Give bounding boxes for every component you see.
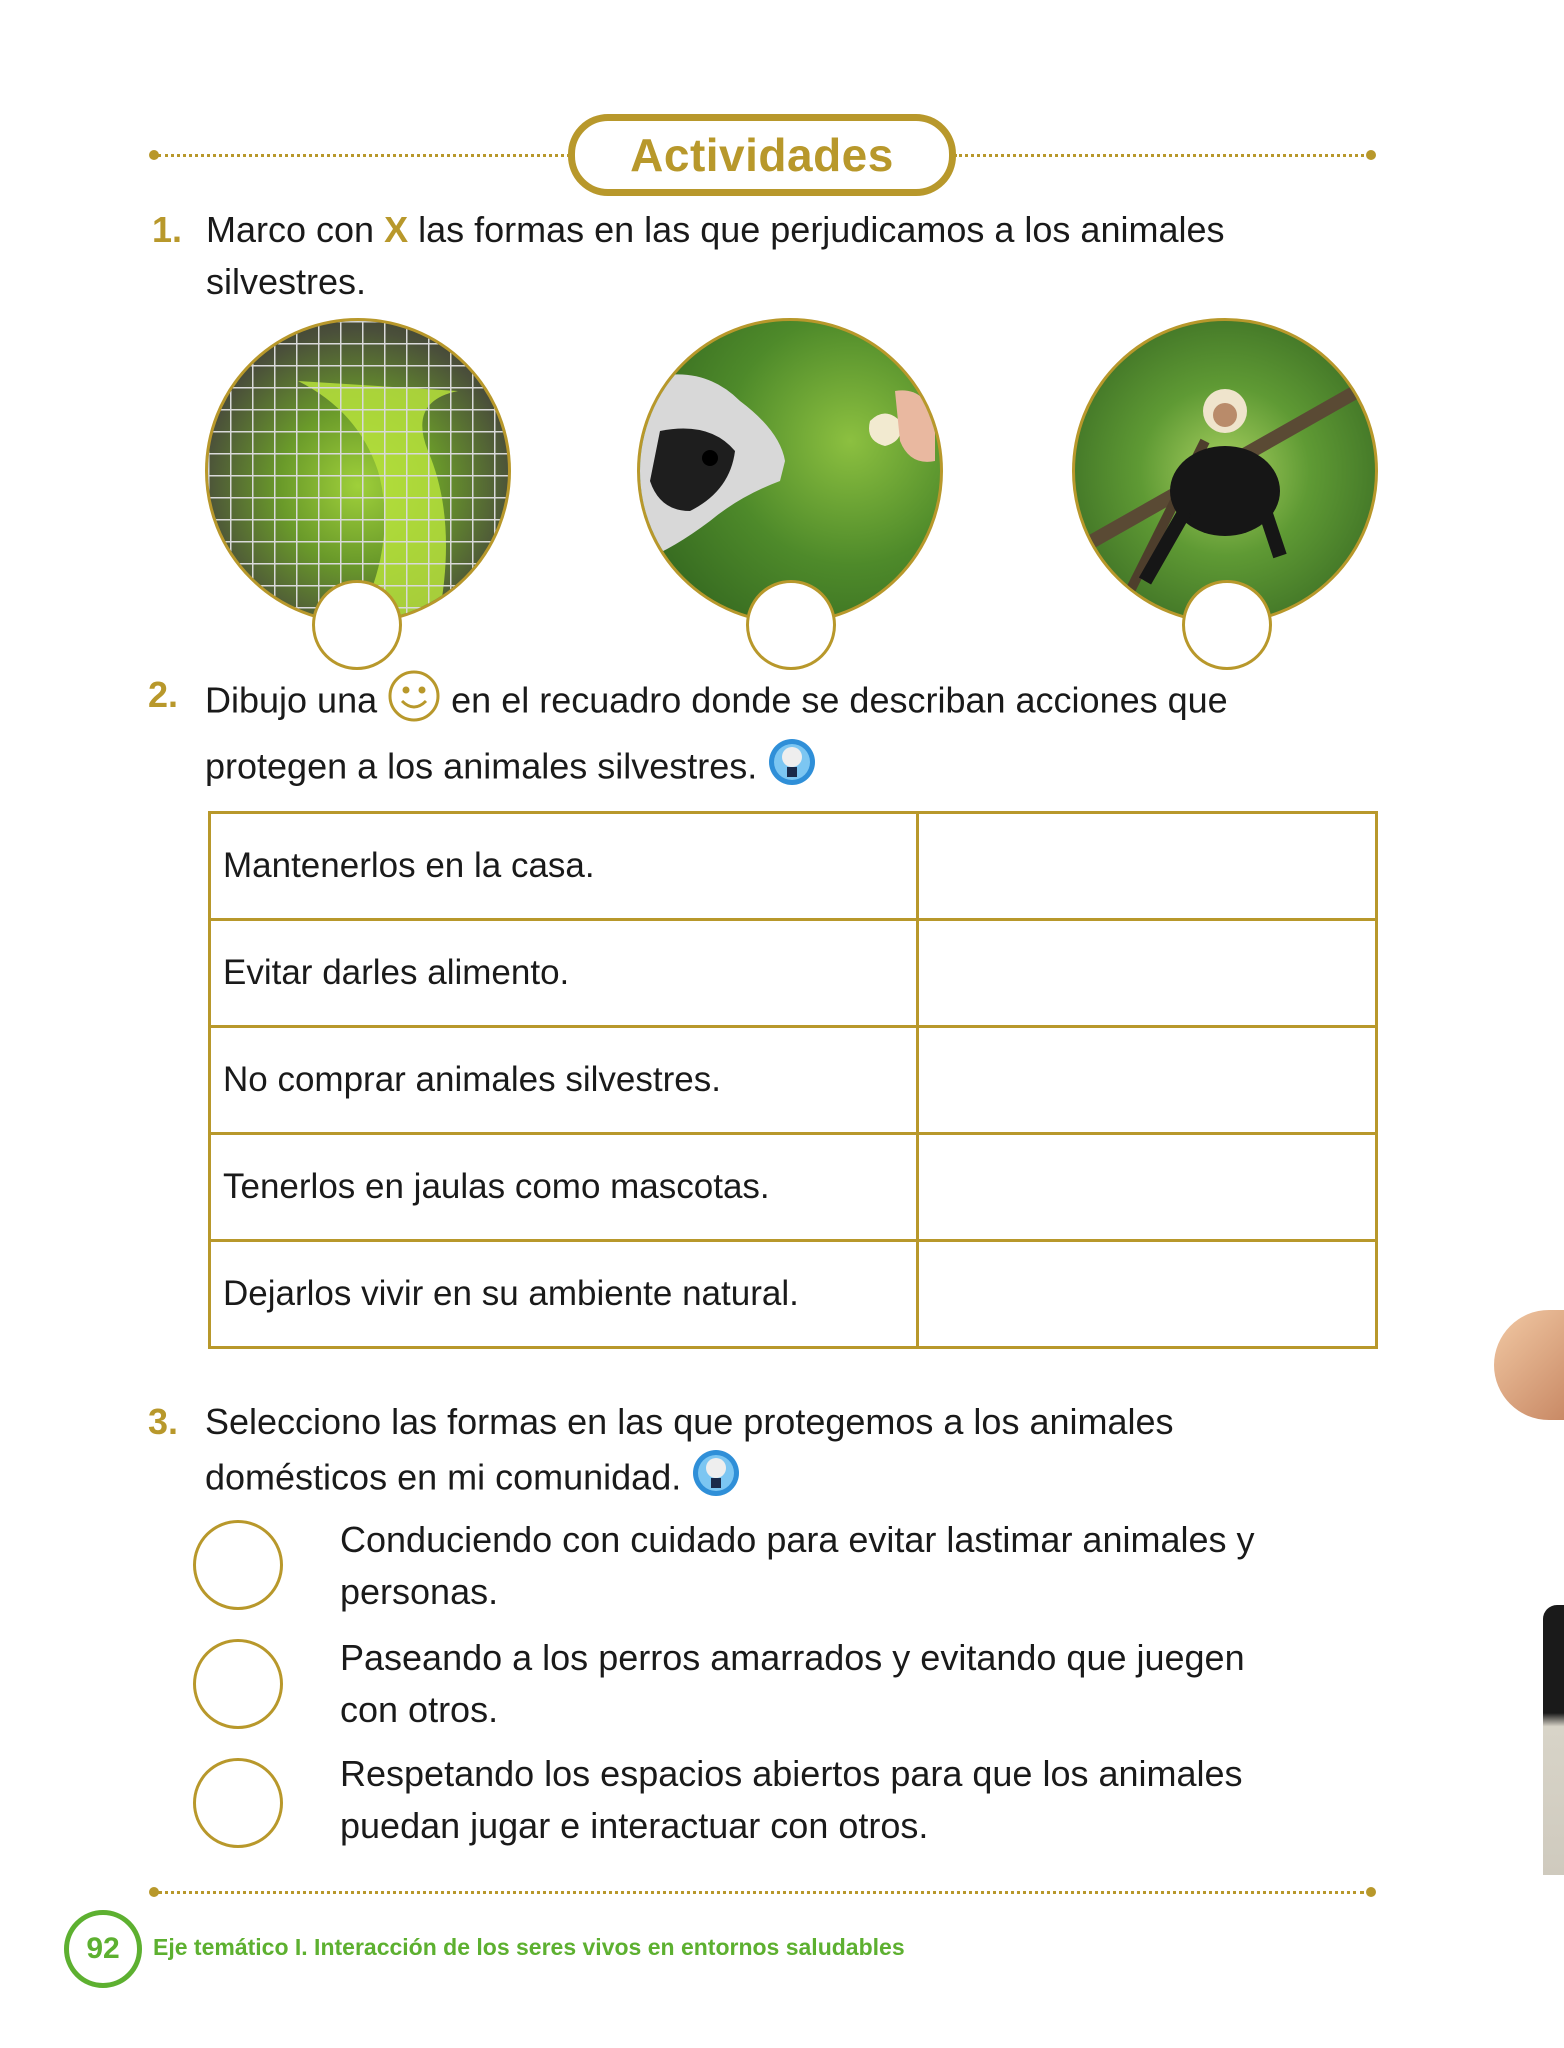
table-row [210,920,1377,1027]
x-mark: X [384,209,409,250]
table-answer-cell[interactable] [918,920,1377,1027]
q1-text: Marco con [206,209,385,250]
footer-rule-dot-right [1366,1887,1376,1897]
option-3 [340,1748,1243,1852]
child-photo-fragment [1494,1310,1564,1420]
table-row [210,1134,1377,1241]
table-cell-action: Tenerlos en jaulas como mascotas. [210,1134,918,1241]
option-text-line2: puedan jugar e interactuar con otros. [340,1805,929,1846]
table-cell-action: Mantenerlos en la casa. [210,813,918,920]
q3-prompt [205,1396,1174,1512]
page-number: 92 [64,1910,142,1988]
option-text: Paseando a los perros amarrados y evitando que juegen [340,1637,1245,1678]
raccoon-photo [637,318,943,624]
table-row [210,813,1377,920]
q3-number: 3. [148,1401,179,1442]
q1-text-cont: las formas en las que perjudicamos a los animales [408,209,1225,250]
section-title-pill [568,114,956,196]
table-answer-cell[interactable] [918,1241,1377,1348]
option-text: Respetando los espacios abiertos para que los animales [340,1753,1243,1794]
header-rule-left [158,154,570,157]
lightbulb-icon[interactable] [767,737,817,801]
q3-text: Selecciono las formas en las que protegemos a los animales [205,1401,1174,1442]
smiley-icon [387,669,441,737]
lightbulb-icon[interactable] [691,1448,741,1512]
header-rule-dot-right [1366,150,1376,160]
footer-chapter-title: Eje temático I. Interacción de los seres vivos en entornos saludables [153,1934,905,1960]
option-circle-2[interactable] [193,1639,283,1729]
iguana-photo [205,318,511,624]
raccoon-icon [640,321,940,621]
option-1 [340,1514,1255,1618]
cage-grid-icon [208,321,508,621]
q1-prompt [206,204,1225,308]
q2-prompt [205,669,1228,801]
option-circle-3[interactable] [193,1758,283,1848]
q3-text-line2: domésticos en mi comunidad. [205,1456,682,1498]
footer-rule [158,1891,1364,1894]
table-answer-cell[interactable] [918,1027,1377,1134]
monkey-photo [1072,318,1378,624]
table-row [210,1027,1377,1134]
table-row [210,1241,1377,1348]
section-title: Actividades [630,129,894,181]
q1-number: 1. [152,209,183,250]
option-2 [340,1632,1245,1736]
option-text-line2: personas. [340,1571,499,1612]
table-answer-cell[interactable] [918,813,1377,920]
q1-text-line2: silvestres. [206,261,367,302]
actions-table [208,811,1378,1349]
header-rule-right [954,154,1364,157]
option-circle-1[interactable] [193,1520,283,1610]
table-cell-action: Evitar darles alimento. [210,920,918,1027]
table-answer-cell[interactable] [918,1134,1377,1241]
child-clothing-fragment [1543,1605,1564,1875]
q2-text: Dibujo una [205,679,388,721]
option-text: Conduciendo con cuidado para evitar lastimar animales y [340,1519,1255,1560]
monkey-icon [1075,321,1375,621]
q2-text-line2: protegen a los animales silvestres. [205,745,758,787]
option-text-line2: con otros. [340,1689,499,1730]
table-cell-action: No comprar animales silvestres. [210,1027,918,1134]
q2-number: 2. [148,674,179,715]
table-cell-action: Dejarlos vivir en su ambiente natural. [210,1241,918,1348]
q2-text-cont: en el recuadro donde se describan acciones que [441,679,1228,721]
answer-circle-2[interactable] [746,580,836,670]
answer-circle-3[interactable] [1182,580,1272,670]
answer-circle-1[interactable] [312,580,402,670]
